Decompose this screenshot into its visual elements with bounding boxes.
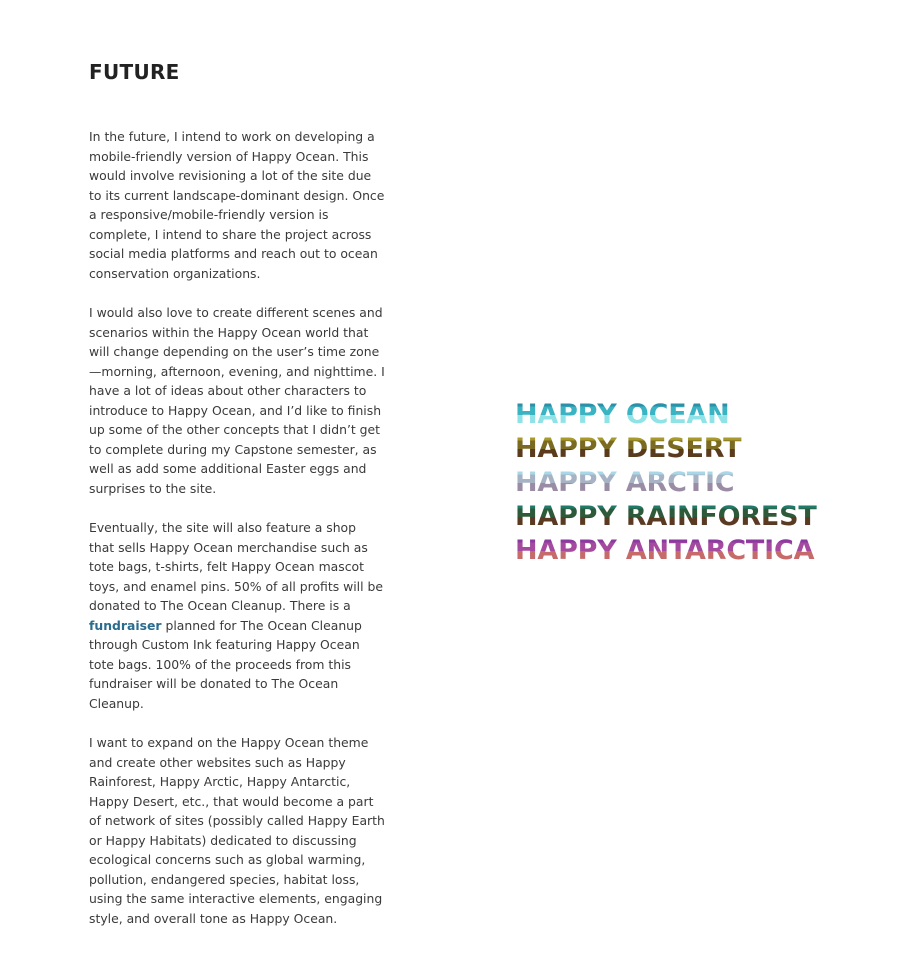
logo-happy-desert: HAPPY DESERT [515, 432, 845, 466]
future-paragraph-3-before: Eventually, the site will also feature a shop that sells Happy Ocean merchandise such as tote bags, t-shirts, felt Happy Ocean mascot toys, and enamel pins. 50% of all profits will be donated to The Ocean Cleanup. There is a [89, 520, 383, 613]
future-paragraph-4: I want to expand on the Happy Ocean theme and create other websites such as Happy Rainforest, Happy Arctic, Happy Antarctic, Happy Desert, etc., that would become a part of network of sites (possibly called Happy Earth or Happy Habitats) dedicated to discussing ecological concerns such as global warming, pollution, endangered species, habitat loss, using the same interactive elements, engaging style, and overall tone as Happy Ocean. [89, 735, 385, 926]
future-paragraph-1: In the future, I intend to work on developing a mobile-friendly version of Happy Ocean. This would involve revisioning a lot of the site due to its current landscape-dominant design. Once a responsive/mobile-friendly version is complete, I intend to share the project across social media platforms and reach out to ocean conservation organizations. [89, 129, 385, 281]
future-paragraph-3 [89, 518, 385, 713]
logo-happy-ocean: HAPPY OCEAN [515, 398, 845, 432]
fundraiser-link[interactable]: fundraiser [89, 617, 162, 633]
future-heading: FUTURE [89, 60, 180, 84]
logo-happy-rainforest: HAPPY RAINFOREST [515, 500, 845, 534]
future-text-column [89, 127, 385, 948]
future-paragraph-2: I would also love to create different scenes and scenarios within the Happy Ocean world that will change depending on the user’s time zone—morning, afternoon, evening, and nighttime. I have a lot of ideas about other characters to introduce to Happy Ocean, and I’d like to finish up some of the other concepts that I didn’t get to complete during my Capstone semester, as well as add some additional Easter eggs and surprises to the site. [89, 305, 385, 496]
logo-happy-antarctica: HAPPY ANTARCTICA [515, 534, 845, 568]
future-paragraph-3-after: planned for The Ocean Cleanup through Custom Ink featuring Happy Ocean tote bags. 100% of the proceeds from this fundraiser will be donated to The Ocean Cleanup. [89, 617, 362, 711]
happy-habitats-logo [515, 398, 845, 568]
logo-happy-arctic: HAPPY ARCTIC [515, 466, 845, 500]
